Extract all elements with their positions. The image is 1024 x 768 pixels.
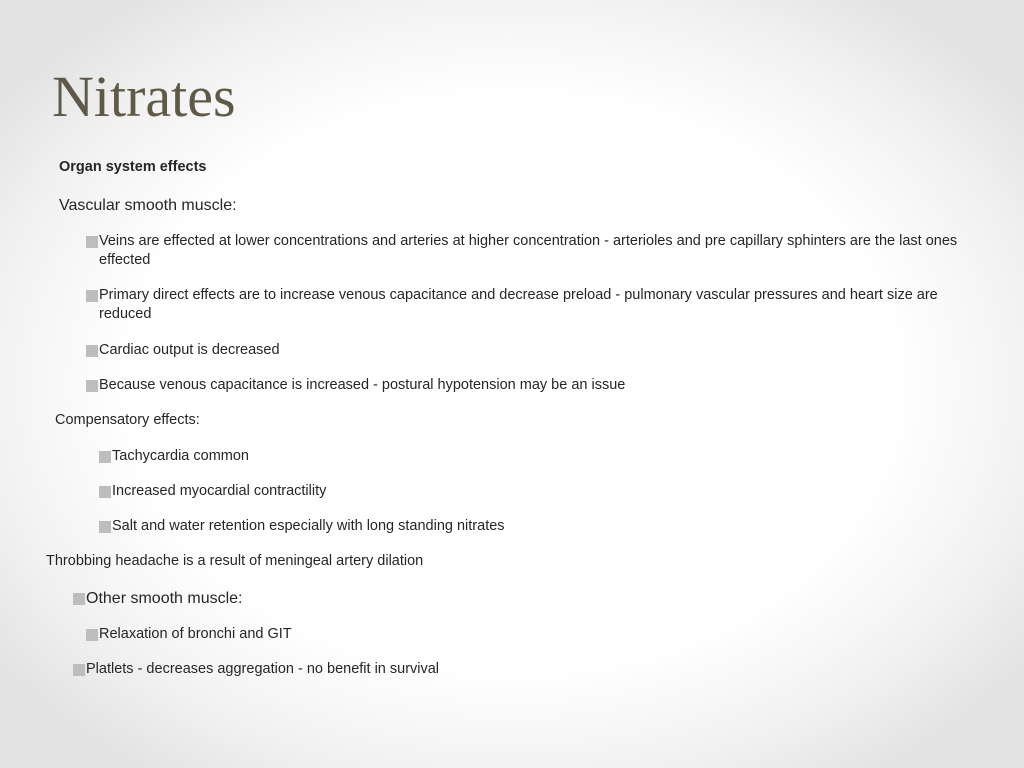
bullet-icon bbox=[86, 290, 98, 302]
bullet-icon bbox=[73, 664, 85, 676]
bullet-icon bbox=[99, 521, 111, 533]
compensatory-item-2: Increased myocardial contractility bbox=[112, 483, 327, 499]
compensatory-item-1: Tachycardia common bbox=[112, 448, 249, 464]
other-item-1: Relaxation of bronchi and GIT bbox=[99, 626, 292, 642]
slide-title: Nitrates bbox=[52, 64, 236, 129]
bullet-icon bbox=[86, 345, 98, 357]
platelets-text: Platlets - decreases aggregation - no benefit in survival bbox=[86, 661, 440, 677]
vascular-item-2: Primary direct effects are to increase venous capacitance and decrease preload - pulmonary vascular pressures and heart size are reduced bbox=[99, 287, 938, 322]
bullet-icon bbox=[86, 380, 98, 392]
vascular-heading: Vascular smooth muscle: bbox=[59, 197, 237, 214]
vascular-item-1: Veins are effected at lower concentrations and arteries at higher concentration - arterioles and pre capillary sphinters are the last ones effected bbox=[99, 233, 958, 268]
other-heading: Other smooth muscle: bbox=[86, 590, 243, 607]
organ-system-heading: Organ system effects bbox=[59, 159, 207, 175]
vascular-item-3: Cardiac output is decreased bbox=[99, 342, 280, 358]
bullet-icon bbox=[86, 236, 98, 248]
headache-text: Throbbing headache is a result of meningeal artery dilation bbox=[46, 553, 424, 569]
vascular-item-4: Because venous capacitance is increased - postural hypotension may be an issue bbox=[99, 377, 626, 393]
bullet-icon bbox=[99, 486, 111, 498]
bullet-icon bbox=[86, 629, 98, 641]
bullet-icon bbox=[73, 593, 85, 605]
compensatory-heading: Compensatory effects: bbox=[55, 412, 200, 428]
bullet-icon bbox=[99, 451, 111, 463]
compensatory-item-3: Salt and water retention especially with long standing nitrates bbox=[112, 518, 505, 534]
